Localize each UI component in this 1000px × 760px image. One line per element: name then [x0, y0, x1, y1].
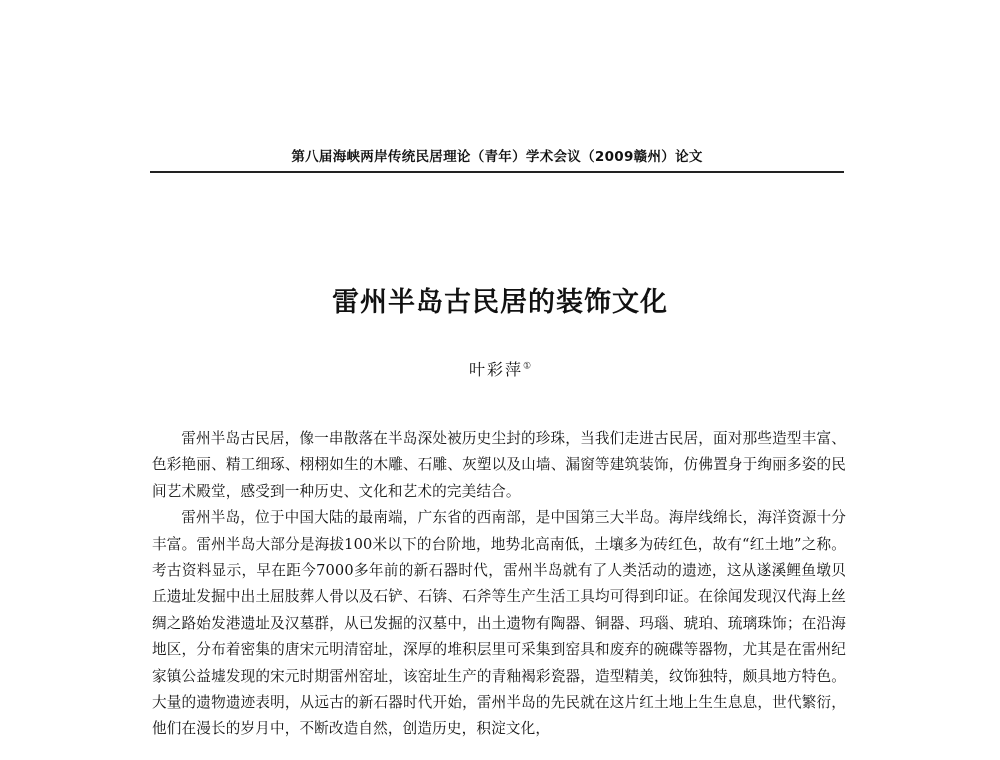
paragraph-2: 雷州半岛，位于中国大陆的最南端，广东省的西南部，是中国第三大半岛。海岸线绵长，海洋资源十分丰富。雷州半岛大部分是海拔100米以下的台阶地，地势北高南低，土壤多为砖红色，故有“红土地”之称。考古资料显示，早在距今7000多年前的新石器时代，雷州半岛就有了人类活动的遗迹，这从遂溪鲤鱼墩贝丘遗址发掘中出土屈肢葬人骨以及石铲、石锛、石斧等生产生活工具均可得到印证。在徐闻发现汉代海上丝绸之路始发港遗址及汉墓群，从已发掘的汉墓中，出土遗物有陶器、铜器、玛瑙、琥珀、琉璃珠饰；在沿海地区，分布着密集的唐宋元明清窑址，深厚的堆积层里可采集到窑具和废弃的碗碟等器物，尤其是在雷州纪家镇公益墟发现的宋元时期雷州窑址，该窑址生产的青釉褐彩瓷器，造型精美，纹饰独特，颇具地方特色。大量的遗物遗迹表明，从远古的新石器时代开始，雷州半岛的先民就在这片红土地上生生息息，世代繁衍，他们在漫长的岁月中，不断改造自然，创造历史，积淀文化，: [152, 509, 846, 738]
author-footnote-mark: ①: [522, 361, 532, 372]
author-line: [0, 357, 1000, 380]
paragraph-1: 雷州半岛古民居，像一串散落在半岛深处被历史尘封的珍珠，当我们走进古民居，面对那些造型丰富、色彩艳丽、精工细琢、栩栩如生的木雕、石雕、灰塑以及山墙、漏窗等建筑装饰，仿佛置身于绚丽多姿的民间艺术殿堂，感受到一种历史、文化和艺术的完美结合。: [152, 430, 846, 500]
running-header-text: 第八届海峡两岸传统民居理论（青年）学术会议（2009赣州）论文: [291, 149, 703, 165]
article-title: 雷州半岛古民居的装饰文化: [332, 287, 668, 318]
running-header: [150, 143, 844, 173]
author-name: 叶彩萍: [468, 360, 523, 379]
body-text: [152, 426, 846, 743]
